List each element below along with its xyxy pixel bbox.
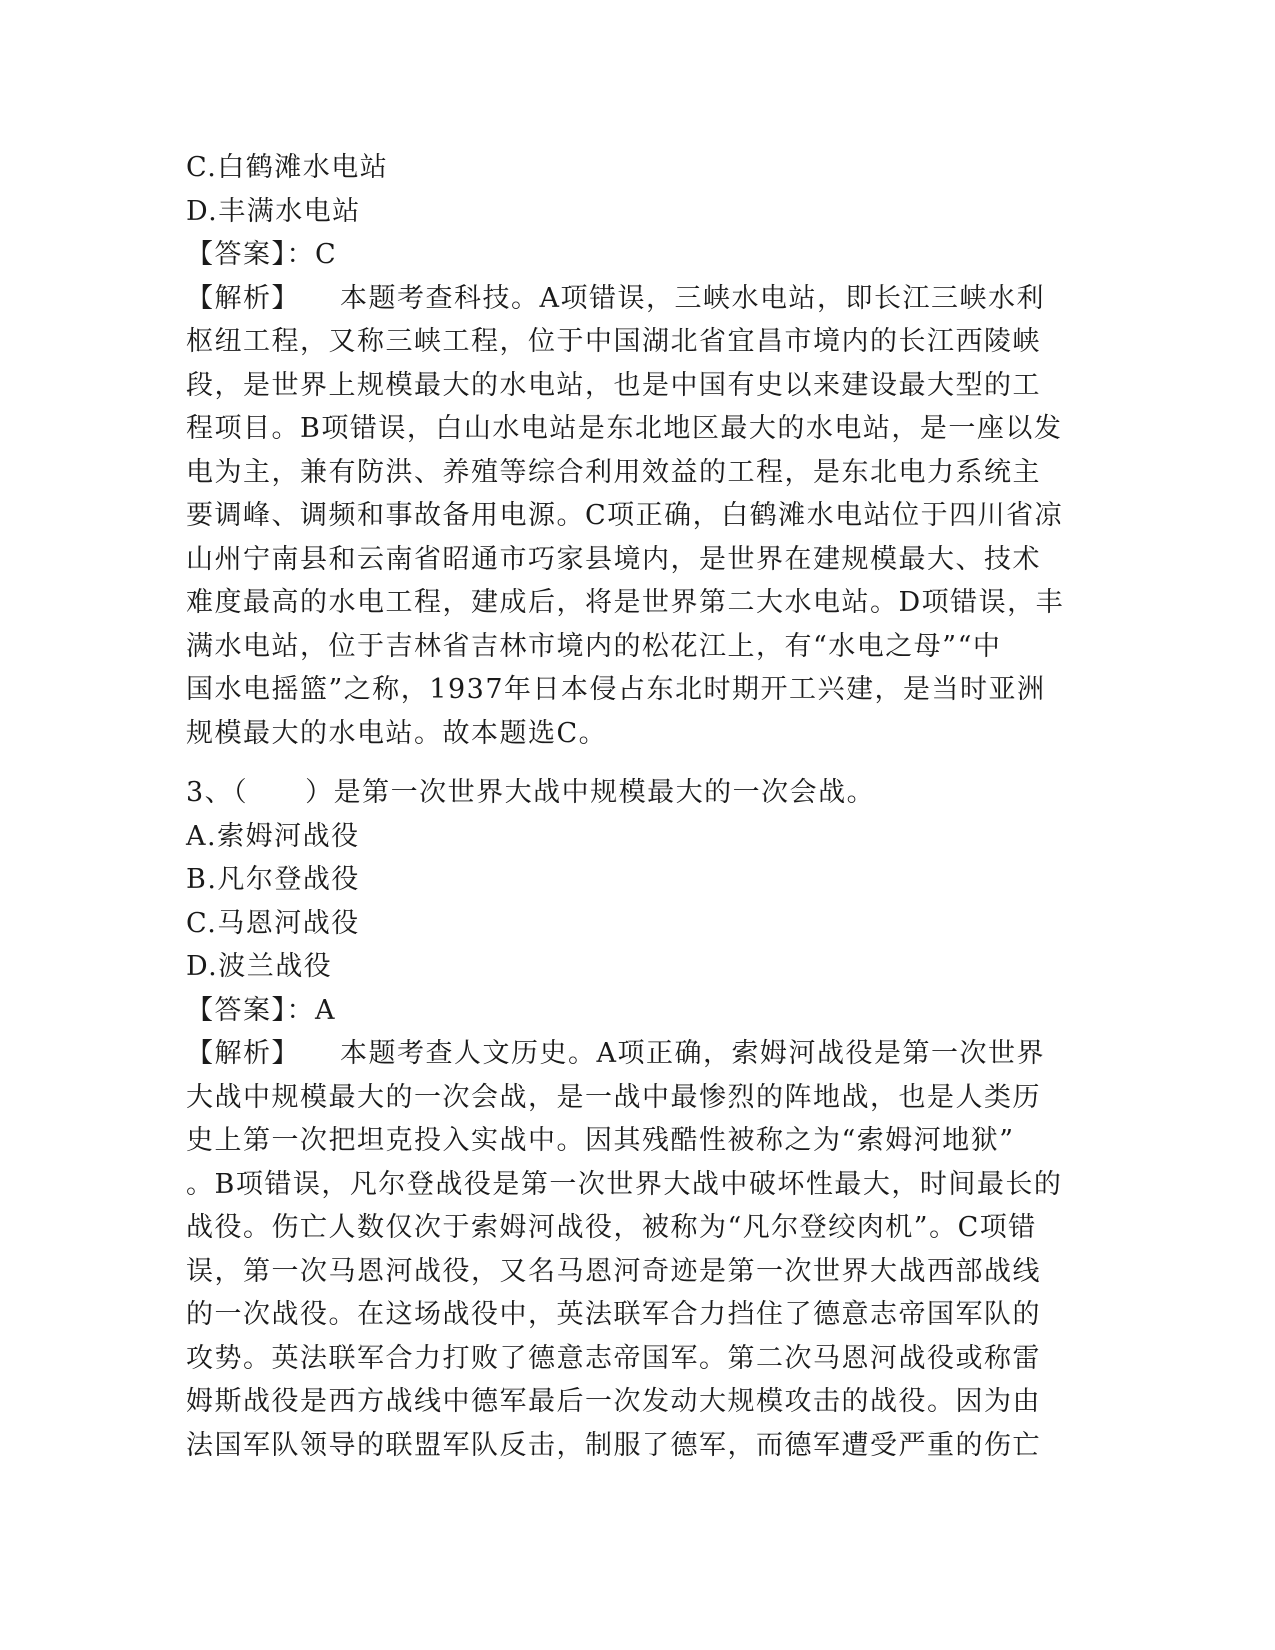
option-d: D.波兰战役	[186, 951, 333, 982]
document-page	[186, 146, 1086, 1467]
analysis-line: 枢纽工程，又称三峡工程，位于中国湖北省宜昌市境内的长江西陵峡	[186, 326, 1041, 357]
answer-label: 【答案】：	[186, 994, 315, 1026]
analysis-line: 法国军队领导的联盟军队反击，制服了德军，而德军遭受严重的伤亡	[186, 1429, 1041, 1461]
question-gap	[186, 755, 1086, 771]
answer-value: C	[315, 239, 338, 270]
analysis-block	[186, 1032, 1086, 1467]
analysis-line: 。B项错误，凡尔登战役是第一次世界大战中破坏性最大，时间最长的	[186, 1168, 1063, 1200]
answer-line	[186, 989, 1086, 1033]
option-c: C.白鹤滩水电站	[186, 152, 389, 183]
analysis-line: 姆斯战役是西方战线中德军最后一次发动大规模攻击的战役。因为由	[186, 1386, 1041, 1417]
analysis-label: 【解析】	[186, 1038, 300, 1069]
question-text: 3、（ ）是第一次世界大战中规模最大的一次会战。	[186, 777, 876, 808]
analysis-line: 史上第一次把坦克投入实战中。因其残酷性被称之为“索姆河地狱”	[186, 1125, 1015, 1156]
analysis-line: 规模最大的水电站。故本题选C。	[186, 717, 608, 749]
analysis-line: 【解析】 本题考查人文历史。A项正确，索姆河战役是第一次世界	[186, 1038, 1045, 1069]
analysis-line: 攻势。英法联军合力打败了德意志帝国军。第二次马恩河战役或称雷	[186, 1342, 1041, 1374]
analysis-line: 要调峰、调频和事故备用电源。C项正确，白鹤滩水电站位于四川省凉	[186, 500, 1064, 531]
option-d: D.丰满水电站	[186, 195, 361, 227]
answer-line	[186, 233, 1086, 277]
analysis-line: 电为主，兼有防洪、养殖等综合利用效益的工程，是东北电力系统主	[186, 456, 1041, 488]
analysis-label: 【解析】	[186, 282, 300, 314]
analysis-line: 误，第一次马恩河战役，又名马恩河奇迹是第一次世界大战西部战线	[186, 1255, 1041, 1287]
analysis-line: 满水电站，位于吉林省吉林市境内的松花江上，有“水电之母”“中	[186, 630, 1002, 662]
analysis-line: 【解析】 本题考查科技。A项错误，三峡水电站，即长江三峡水利	[186, 282, 1045, 314]
analysis-line: 段，是世界上规模最大的水电站，也是中国有史以来建设最大型的工	[186, 369, 1041, 401]
analysis-line: 国水电摇篮”之称，1937年日本侵占东北时期开工兴建，是当时亚洲	[186, 674, 1046, 705]
option-a: A.索姆河战役	[186, 820, 360, 852]
option-b: B.凡尔登战役	[186, 864, 360, 895]
analysis-line: 山州宁南县和云南省昭通市巧家县境内，是世界在建规模最大、技术	[186, 543, 1041, 575]
answer-value: A	[315, 994, 336, 1026]
analysis-line: 大战中规模最大的一次会战，是一战中最惨烈的阵地战，也是人类历	[186, 1081, 1041, 1113]
analysis-block	[186, 277, 1086, 756]
analysis-line: 难度最高的水电工程，建成后，将是世界第二大水电站。D项错误，丰	[186, 587, 1065, 618]
option-c: C.马恩河战役	[186, 907, 360, 939]
analysis-line: 程项目。B项错误，白山水电站是东北地区最大的水电站，是一座以发	[186, 413, 1063, 444]
answer-label: 【答案】：	[186, 239, 315, 270]
analysis-line: 的一次战役。在这场战役中，英法联军合力挡住了德意志帝国军队的	[186, 1299, 1041, 1330]
analysis-line: 战役。伤亡人数仅次于索姆河战役，被称为“凡尔登绞肉机”。C项错	[186, 1212, 1037, 1243]
